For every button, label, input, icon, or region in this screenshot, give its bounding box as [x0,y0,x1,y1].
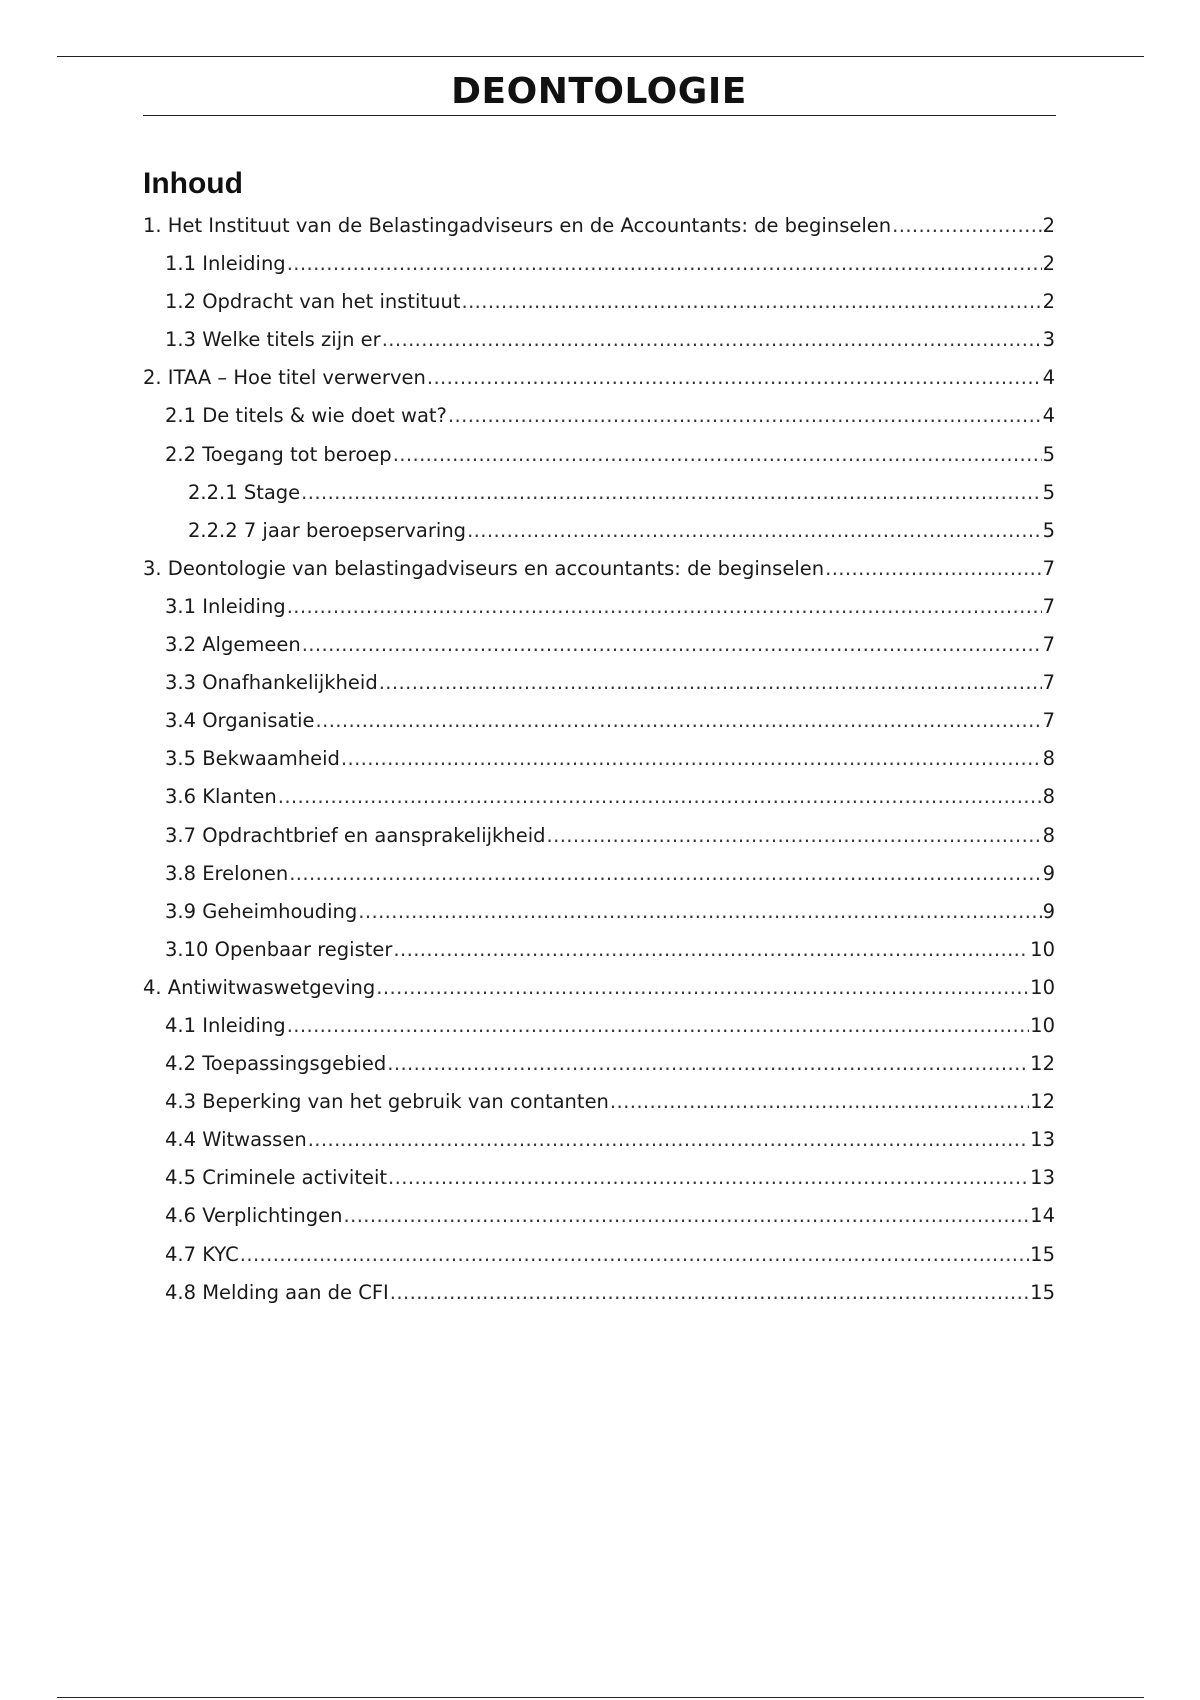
toc-dot-leader [379,671,1042,694]
toc-entry-title[interactable]: 3.9 Geheimhouding [165,899,358,923]
toc-page-number[interactable]: 10 [1030,937,1055,961]
toc-page-number[interactable]: 7 [1042,594,1055,618]
toc-entry[interactable] [143,481,1055,519]
toc-page-number[interactable]: 2 [1042,214,1055,237]
toc-entry[interactable] [143,1204,1055,1242]
toc-dot-leader [448,404,1042,427]
toc-entry-title[interactable]: 4.2 Toepassingsgebied [165,1052,387,1076]
header-rule [57,56,1144,57]
toc-entry[interactable] [143,1052,1055,1090]
toc-dot-leader [892,214,1041,237]
toc-page-number[interactable]: 2 [1042,252,1055,276]
toc-dot-leader [427,366,1042,389]
toc-entry-title[interactable]: 3. Deontologie van belastingadviseurs en accountants: de beginselen [143,556,825,580]
toc-entry-title[interactable]: 4.1 Inleiding [165,1013,286,1037]
toc-page-number[interactable]: 5 [1042,480,1055,504]
toc-entry-title[interactable]: 3.7 Opdrachtbrief en aansprakelijkheid [165,823,546,847]
toc-entry-title[interactable]: 4.3 Beperking van het gebruik van contanten [165,1090,609,1114]
toc-entry-title[interactable]: 2.2 Toegang tot beroep [165,442,392,466]
toc-dot-leader [316,709,1042,732]
toc-dot-leader [610,1090,1029,1113]
toc-entry[interactable] [143,1243,1055,1281]
toc-page-number[interactable]: 15 [1030,1280,1055,1304]
toc-entry[interactable] [143,252,1055,290]
toc-dot-leader [388,1166,1029,1189]
toc-dot-leader [287,252,1042,275]
toc-entry[interactable] [143,671,1055,709]
toc-entry-title[interactable]: 1.2 Opdracht van het instituut [165,290,461,314]
toc-dot-leader [358,900,1041,923]
toc-entry[interactable] [143,976,1055,1014]
toc-entry-title[interactable]: 3.2 Algemeen [165,633,301,657]
toc-entry[interactable] [143,824,1055,862]
toc-dot-leader [289,862,1041,885]
document-title: DEONTOLOGIE [451,71,747,112]
toc-entry-title[interactable]: 3.1 Inleiding [165,594,286,618]
toc-heading: Inhoud [143,167,243,200]
toc-entry[interactable] [143,862,1055,900]
toc-page-number[interactable]: 5 [1042,518,1055,542]
toc-entry[interactable] [143,328,1055,366]
toc-dot-leader [376,976,1029,999]
table-of-contents [143,214,1055,1319]
toc-entry-title[interactable]: 3.3 Onafhankelijkheid [165,671,378,695]
toc-dot-leader [308,1128,1029,1151]
toc-page-number[interactable]: 10 [1030,975,1055,999]
toc-page-number[interactable]: 5 [1042,442,1055,466]
toc-page-number[interactable]: 9 [1042,861,1055,885]
toc-entry-title[interactable]: 1. Het Instituut van de Belastingadviseurs en de Accountants: de beginselen [143,214,892,237]
toc-dot-leader [461,290,1041,313]
toc-page-number[interactable]: 13 [1030,1166,1055,1190]
toc-entry[interactable] [143,709,1055,747]
toc-entry[interactable] [143,1281,1055,1319]
toc-entry[interactable] [143,595,1055,633]
toc-page-number[interactable]: 7 [1042,556,1055,580]
toc-entry[interactable] [143,214,1055,252]
toc-dot-leader [287,595,1042,618]
toc-entry-title[interactable]: 3.5 Bekwaamheid [165,747,340,771]
toc-dot-leader [390,1281,1029,1304]
toc-page-number[interactable]: 7 [1042,709,1055,733]
toc-entry-title[interactable]: 4. Antiwitwaswetgeving [143,975,376,999]
toc-page-number[interactable]: 4 [1042,366,1055,390]
toc-page-number[interactable]: 8 [1042,823,1055,847]
toc-dot-leader [287,1014,1029,1037]
toc-entry[interactable] [143,747,1055,785]
footer-rule [57,1697,1144,1698]
toc-entry-title[interactable]: 4.4 Witwassen [165,1128,307,1152]
toc-entry-title[interactable]: 4.8 Melding aan de CFI [165,1280,389,1304]
toc-entry-title[interactable]: 3.6 Klanten [165,785,277,809]
toc-page-number[interactable]: 10 [1030,1013,1055,1037]
toc-page-number[interactable]: 7 [1042,671,1055,695]
toc-dot-leader [301,481,1041,504]
toc-entry[interactable] [143,785,1055,823]
toc-entry-title[interactable]: 4.5 Criminele activiteit [165,1166,388,1190]
toc-page-number[interactable]: 4 [1042,404,1055,428]
toc-entry[interactable] [143,900,1055,938]
toc-page-number[interactable]: 7 [1042,633,1055,657]
toc-page-number[interactable]: 3 [1042,328,1055,352]
toc-entry[interactable] [143,290,1055,328]
toc-entry[interactable] [143,557,1055,595]
toc-dot-leader [467,519,1042,542]
toc-dot-leader [393,938,1029,961]
toc-entry-title[interactable]: 1.3 Welke titels zijn er [165,328,381,352]
toc-page-number[interactable]: 12 [1030,1052,1055,1076]
toc-entry[interactable] [143,443,1055,481]
toc-entry-title[interactable]: 3.10 Openbaar register [165,937,393,961]
title-underline [143,115,1056,116]
toc-entry-title[interactable]: 2.1 De titels & wie doet wat? [165,404,447,428]
toc-dot-leader [344,1204,1030,1227]
toc-entry[interactable] [143,1090,1055,1128]
toc-entry-title[interactable]: 3.8 Erelonen [165,861,289,885]
toc-dot-leader [547,824,1042,847]
toc-entry[interactable] [143,938,1055,976]
toc-dot-leader [302,633,1042,656]
toc-dot-leader [341,747,1042,770]
toc-entry[interactable] [143,519,1055,557]
toc-entry[interactable] [143,1166,1055,1204]
toc-entry-title[interactable]: 3.4 Organisatie [165,709,315,733]
toc-entry[interactable] [143,633,1055,671]
toc-dot-leader [387,1052,1029,1075]
toc-entry-title[interactable]: 2.2.1 Stage [188,480,301,504]
toc-dot-leader [393,443,1042,466]
toc-entry[interactable] [143,1014,1055,1052]
toc-entry-title[interactable]: 2. ITAA – Hoe titel verwerven [143,366,426,390]
toc-entry-title[interactable]: 1.1 Inleiding [165,252,286,276]
toc-page-number[interactable]: 13 [1030,1128,1055,1152]
toc-page-number[interactable]: 15 [1030,1242,1055,1266]
toc-entry-title[interactable]: 4.7 KYC [165,1242,239,1266]
toc-entry-title[interactable]: 2.2.2 7 jaar beroepservaring [188,518,467,542]
toc-dot-leader [240,1243,1029,1266]
toc-entry[interactable] [143,366,1055,404]
toc-page-number[interactable]: 2 [1042,290,1055,314]
toc-page-number[interactable]: 8 [1042,747,1055,771]
toc-entry[interactable] [143,404,1055,442]
toc-dot-leader [825,557,1041,580]
toc-dot-leader [278,785,1042,808]
toc-dot-leader [382,328,1042,351]
toc-page-number[interactable]: 9 [1042,899,1055,923]
toc-entry[interactable] [143,1128,1055,1166]
toc-page-number[interactable]: 8 [1042,785,1055,809]
toc-entry-title[interactable]: 4.6 Verplichtingen [165,1204,343,1228]
toc-page-number[interactable]: 14 [1030,1204,1055,1228]
toc-page-number[interactable]: 12 [1030,1090,1055,1114]
